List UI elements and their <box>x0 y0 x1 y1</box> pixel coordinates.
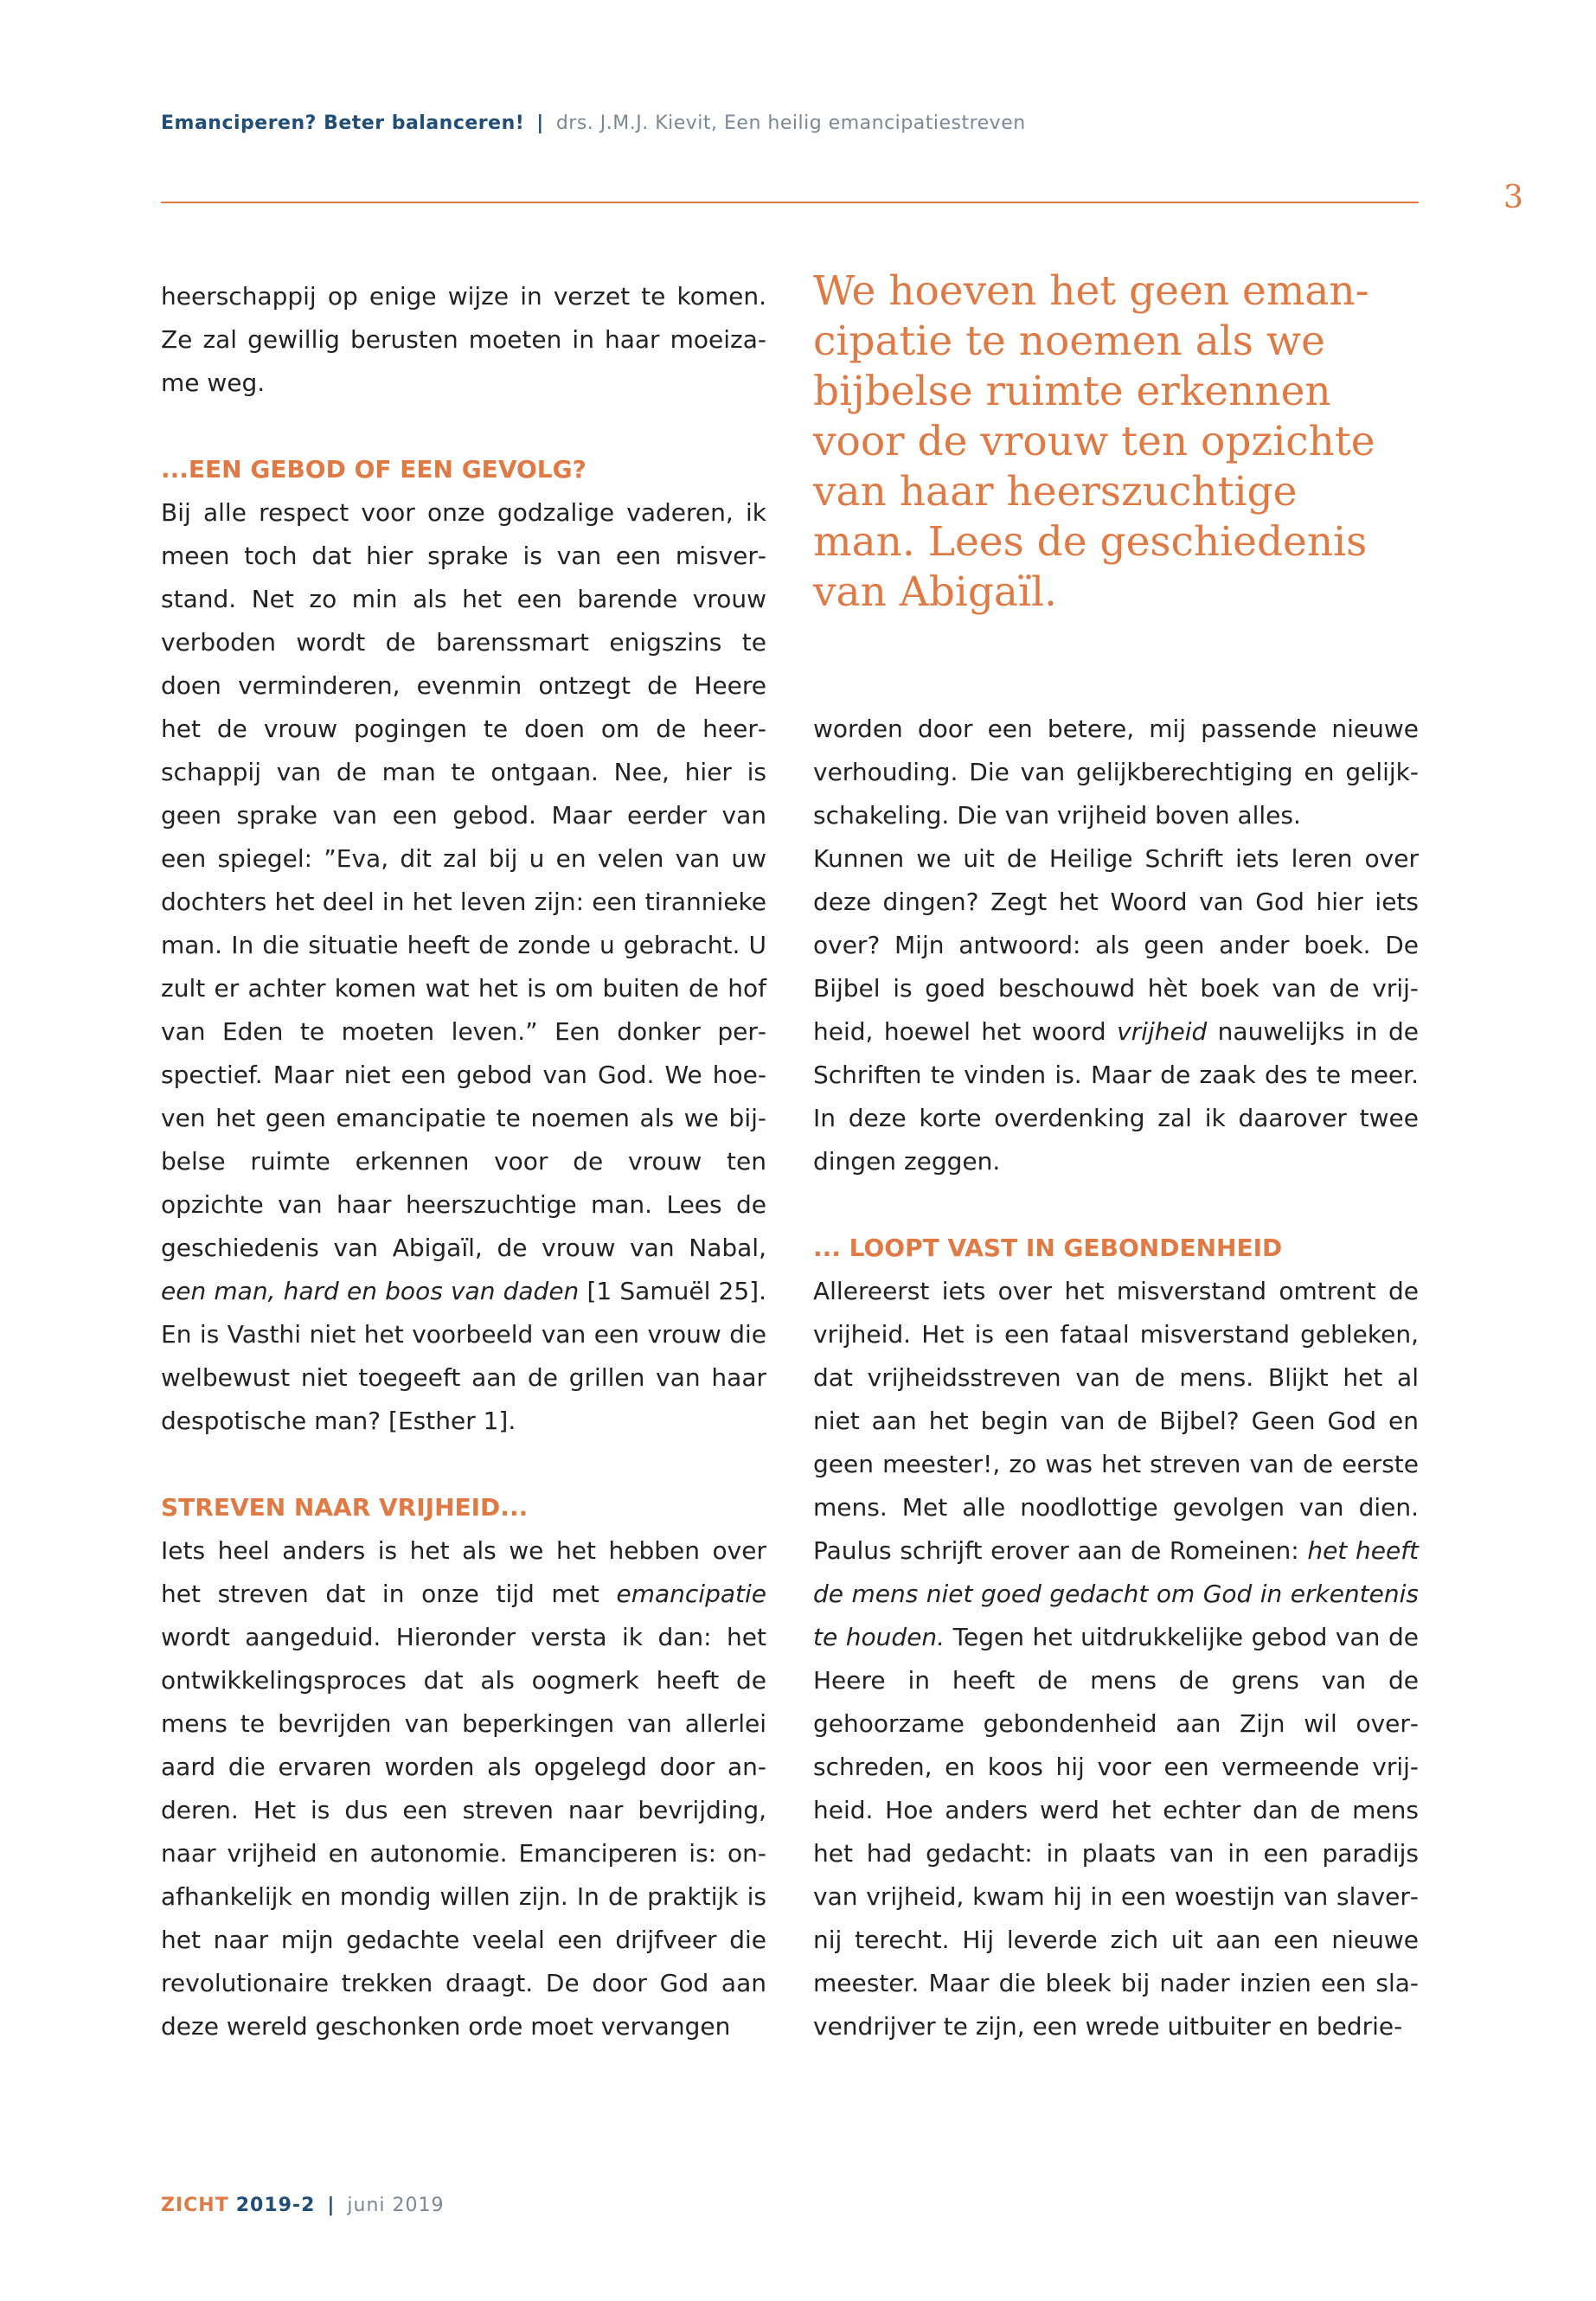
page-footer <box>161 2195 445 2216</box>
pull-quote <box>813 266 1419 618</box>
paragraph <box>161 491 766 1443</box>
footer-date: juni 2019 <box>347 2195 445 2216</box>
footer-magazine: ZICHT <box>161 2195 229 2216</box>
section-heading: ...EEN GEBOD OF EEN GEVOLG? <box>161 455 586 484</box>
paragraph <box>813 837 1419 1183</box>
header-author-line: drs. J.M.J. Kievit, Een heilig emancipatiestreven <box>555 112 1026 134</box>
paragraph <box>161 1529 766 2048</box>
paragraph: heerschappij op enige wijze in verzet te komen. Ze zal gewillig berusten moeten in haar moeizame weg. <box>161 282 766 397</box>
emphasis-term: vrijheid <box>1117 1017 1208 1046</box>
paragraph-gap <box>161 1443 766 1486</box>
paragraph-text: Allereerst iets over het misverstand omtrent de vrijheid. Het is een fataal misverstand gebleken, dat vrijheidsstreven van de mens. Blijkt het al niet aan het begin van de Bijbel? Geen God en geen meester!, zo was het streven van de eerste mens. Met alle noodlottige gevolgen van dien. Paulus schrijft erover aan de Romeinen: <box>813 1277 1419 1565</box>
section-heading: STREVEN NAAR VRIJHEID... <box>161 1493 529 1522</box>
paragraph-text: wordt aangeduid. Hieronder versta ik dan: het ontwikkelingsproces dat als oogmerk heeft de mens te bevrijden van beperkingen van allerlei aard die ervaren worden als opgelegd door anderen. Het is dus een streven naar bevrijding, naar vrijheid en autonomie. Emanciperen is: onafhankelijk en mondig willen zijn. In de praktijk is het naar mijn gedachte veelal een drijfveer die revolutionaire trekken draagt. De door God aan deze wereld geschonken orde moet vervangen <box>161 1623 766 2041</box>
header-rule <box>161 202 1419 203</box>
left-column <box>161 275 766 2048</box>
header-title: Emanciperen? Beter balanceren! <box>161 112 525 134</box>
scripture-quote: een man, hard en boos van daden <box>161 1277 580 1305</box>
running-header <box>161 112 1026 134</box>
pull-quote-line: van Abigaïl. <box>813 568 1057 616</box>
paragraph-text: nauwelijks in de Schriften te vinden is. Maar de zaak des te meer. In deze korte overdenking zal ik daarover twee dingen zeggen. <box>813 1017 1419 1176</box>
paragraph-gap <box>813 1183 1419 1227</box>
pull-quote-line: man. Lees de geschiedenis <box>813 518 1368 566</box>
pull-quote-line: voor de vrouw ten opzichte <box>813 418 1375 465</box>
pull-quote-line: We hoeven het geen eman- <box>813 267 1369 315</box>
emphasis-term: emancipatie <box>616 1580 766 1608</box>
paragraph-text: Tegen het uitdrukkelijke gebod van de Heere in heeft de mens de grens van de gehoorzame gebondenheid aan Zijn wil overschreden, en koos hij voor een vermeende vrijheid. Hoe anders werd het echter dan de mens het had gedacht: in plaats van in een paradijs van vrijheid, kwam hij in een woestijn van slavernij terecht. Hij leverde zich uit aan een nieuwe meester. Maar die bleek bij nader inzien een slavendrijver te zijn, een wrede uitbuiter en bedrie- <box>813 1623 1419 2041</box>
header-separator: | <box>536 112 544 134</box>
paragraph-text: [1 Samuël 25]. En is Vasthi niet het voorbeeld van een vrouw die welbewust niet toegeeft aan de grillen van haar despotische man? [Esther 1]. <box>161 1277 766 1435</box>
scripture-quote: het heeft de mens niet goed gedacht om God in erkentenis te houden. <box>813 1536 1420 1651</box>
footer-separator: | <box>327 2195 336 2216</box>
paragraph-text: Iets heel anders is het als we het hebben over het streven dat in onze tijd met <box>161 1536 766 1608</box>
paragraph-text: Kunnen we uit de Heilige Schrift iets leren over deze dingen? Zegt het Woord van God hier iets over? Mijn antwoord: als geen ander boek. De Bijbel is goed beschouwd hèt boek van de vrijheid, hoewel het woord <box>813 844 1419 1046</box>
pull-quote-line: bijbelse ruimte erkennen <box>813 368 1331 415</box>
pull-quote-line: cipatie te noemen als we <box>813 317 1325 365</box>
paragraph <box>813 1270 1419 2048</box>
section-heading: ... LOOPT VAST IN GEBONDENHEID <box>813 1234 1283 1262</box>
paragraph: worden door een betere, mij passende nieuwe verhouding. Die van gelijkberechtiging en gelijkschakeling. Die van vrijheid boven alles. <box>813 715 1419 830</box>
paragraph-text: Bij alle respect voor onze godzalige vaderen, ik meen toch dat hier sprake is van een misverstand. Net zo min als het een barende vrouw verboden wordt de barenssmart enigszins te doen verminderen, evenmin ontzegt de Heere het de vrouw pogingen te doen om de heerschappij van de man te ontgaan. Nee, hier is geen sprake van een gebod. Maar eerder van een spiegel: ”Eva, dit zal bij u en velen van uw dochters het deel in het leven zijn: een tirannieke man. In die situatie heeft de zonde u gebracht. U zult er achter komen wat het is om buiten de hof van Eden te moeten leven.” Een donker perspectief. Maar niet een gebod van God. We hoeven het geen emancipatie te noemen als we bijbelse ruimte erkennen voor de vrouw ten opzichte van haar heerszuchtige man. Lees de geschiedenis van Abigaïl, de vrouw van Nabal, <box>161 498 766 1262</box>
footer-issue: 2019-2 <box>235 2195 316 2216</box>
pull-quote-line: van haar heerszuchtige <box>813 468 1298 516</box>
page-number: 3 <box>1503 180 1523 215</box>
right-column <box>813 708 1419 2048</box>
paragraph-gap <box>161 405 766 448</box>
